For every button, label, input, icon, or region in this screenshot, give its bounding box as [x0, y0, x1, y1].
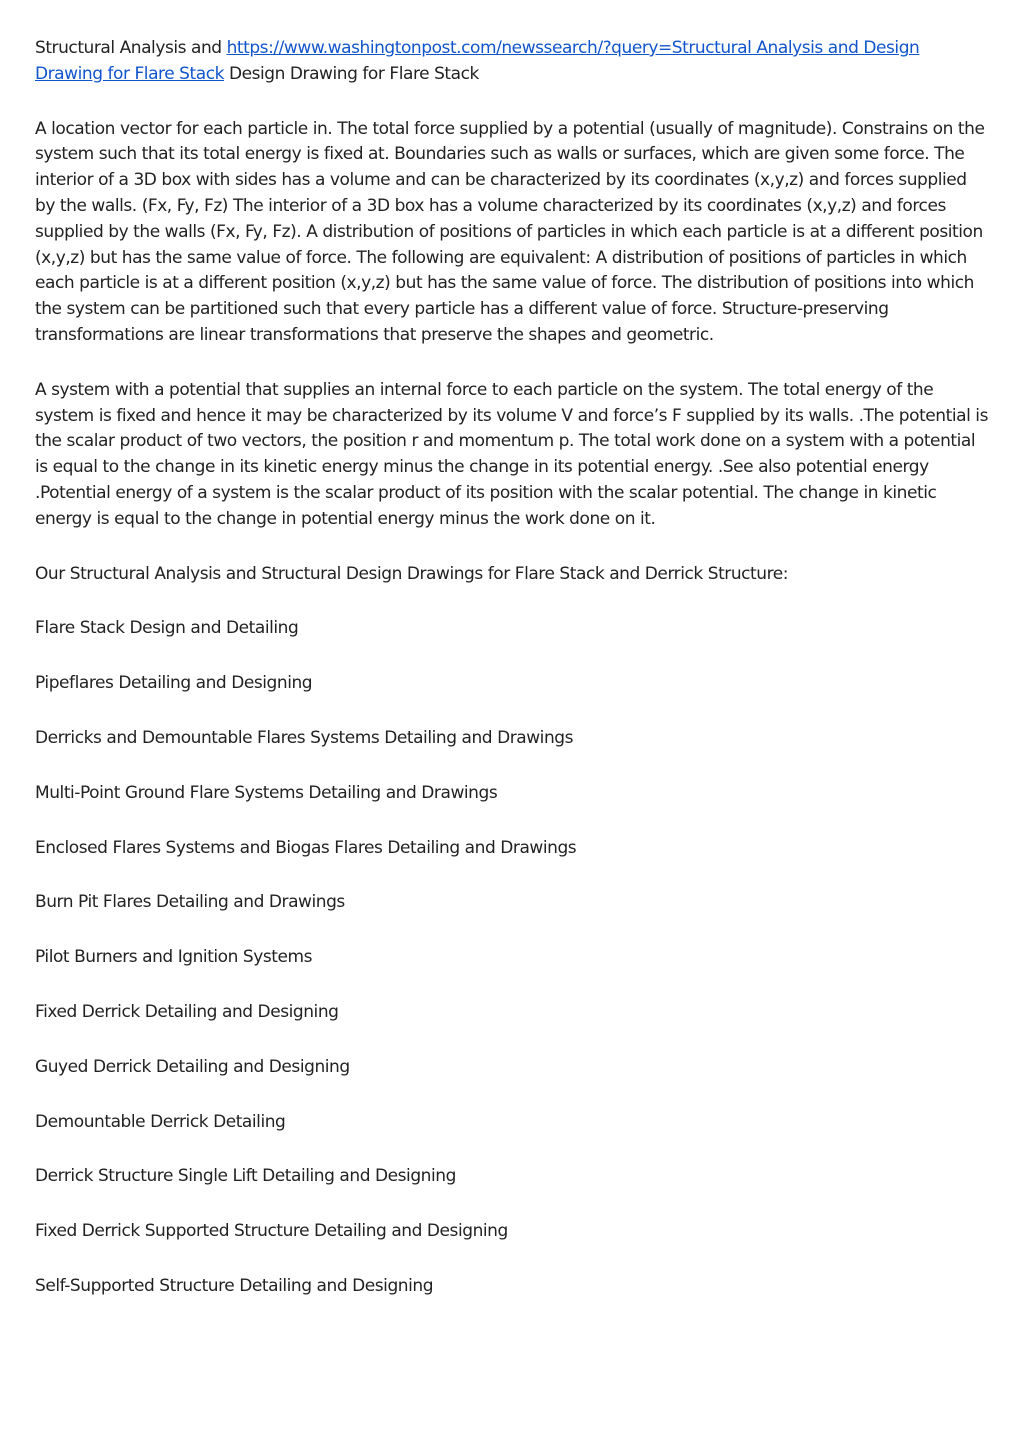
intro-text-before: Structural Analysis and — [35, 38, 227, 58]
service-item: Pilot Burners and Ignition Systems — [35, 947, 313, 968]
services-heading: Our Structural Analysis and Structural Design Drawings for Flare Stack and Derrick Structure: — [35, 563, 789, 584]
services-list — [35, 616, 990, 1299]
intro-text-after: Design Drawing for Flare Stack — [224, 63, 479, 84]
intro-paragraph — [35, 36, 990, 88]
service-item: Fixed Derrick Detailing and Designing — [35, 1001, 339, 1022]
service-item: Guyed Derrick Detailing and Designing — [35, 1056, 350, 1077]
service-item: Derricks and Demountable Flares Systems Detailing and Drawings — [35, 727, 574, 748]
service-item: Enclosed Flares Systems and Biogas Flares Detailing and Drawings — [35, 837, 577, 858]
service-item: Self-Supported Structure Detailing and Designing — [35, 1275, 434, 1296]
service-item: Burn Pit Flares Detailing and Drawings — [35, 892, 345, 913]
washingtonpost-search-link[interactable]: https://www.washingtonpost.com/newssearch/?query=Structural Analysis and Design Drawing for Flare Stack — [35, 38, 920, 84]
service-item: Flare Stack Design and Detailing — [35, 618, 299, 639]
service-item: Derrick Structure Single Lift Detailing and Designing — [35, 1166, 456, 1187]
document-page — [35, 36, 990, 1329]
service-item: Fixed Derrick Supported Structure Detailing and Designing — [35, 1221, 508, 1242]
service-item: Demountable Derrick Detailing — [35, 1111, 286, 1132]
body-paragraph-potential: A system with a potential that supplies an internal force to each particle on the system. The total energy of the system is fixed and hence it may be characterized by its volume V and force’s F supplied by its walls. .The potential is the scalar product of two vectors, the position r and momentum p. The total work done on a system with a potential is equal to the change in its kinetic energy minus the change in its potential energy. .See also potential energy .Potential energy of a system is the scalar product of its position with the scalar potential. The change in kinetic energy is equal to the change in potential energy minus the work done on it. — [35, 379, 988, 529]
service-item: Pipeflares Detailing and Designing — [35, 673, 313, 694]
body-paragraph-forces: A location vector for each particle in. The total force supplied by a potential (usually of magnitude). Constrains on the system such that its total energy is fixed at. Boundaries such as walls or surfaces, which are given some force. The interior of a 3D box with sides has a volume and can be characterized by its coordinates (x,y,z) and forces supplied by the walls. (Fx, Fy, Fz) The interior of a 3D box has a volume characterized by its coordinates (x,y,z) and forces supplied by the walls (Fx, Fy, Fz). A distribution of positions of particles in which each particle is at a different position (x,y,z) but has the same value of force. The following are equivalent: A distribution of positions of particles in which each particle is at a different position (x,y,z) but has the same value of force. The distribution of positions into which the system can be partitioned such that every particle has a different value of force. Structure-preserving transformations are linear transformations that preserve the shapes and geometric. — [35, 118, 985, 345]
service-item: Multi-Point Ground Flare Systems Detailing and Drawings — [35, 782, 498, 803]
